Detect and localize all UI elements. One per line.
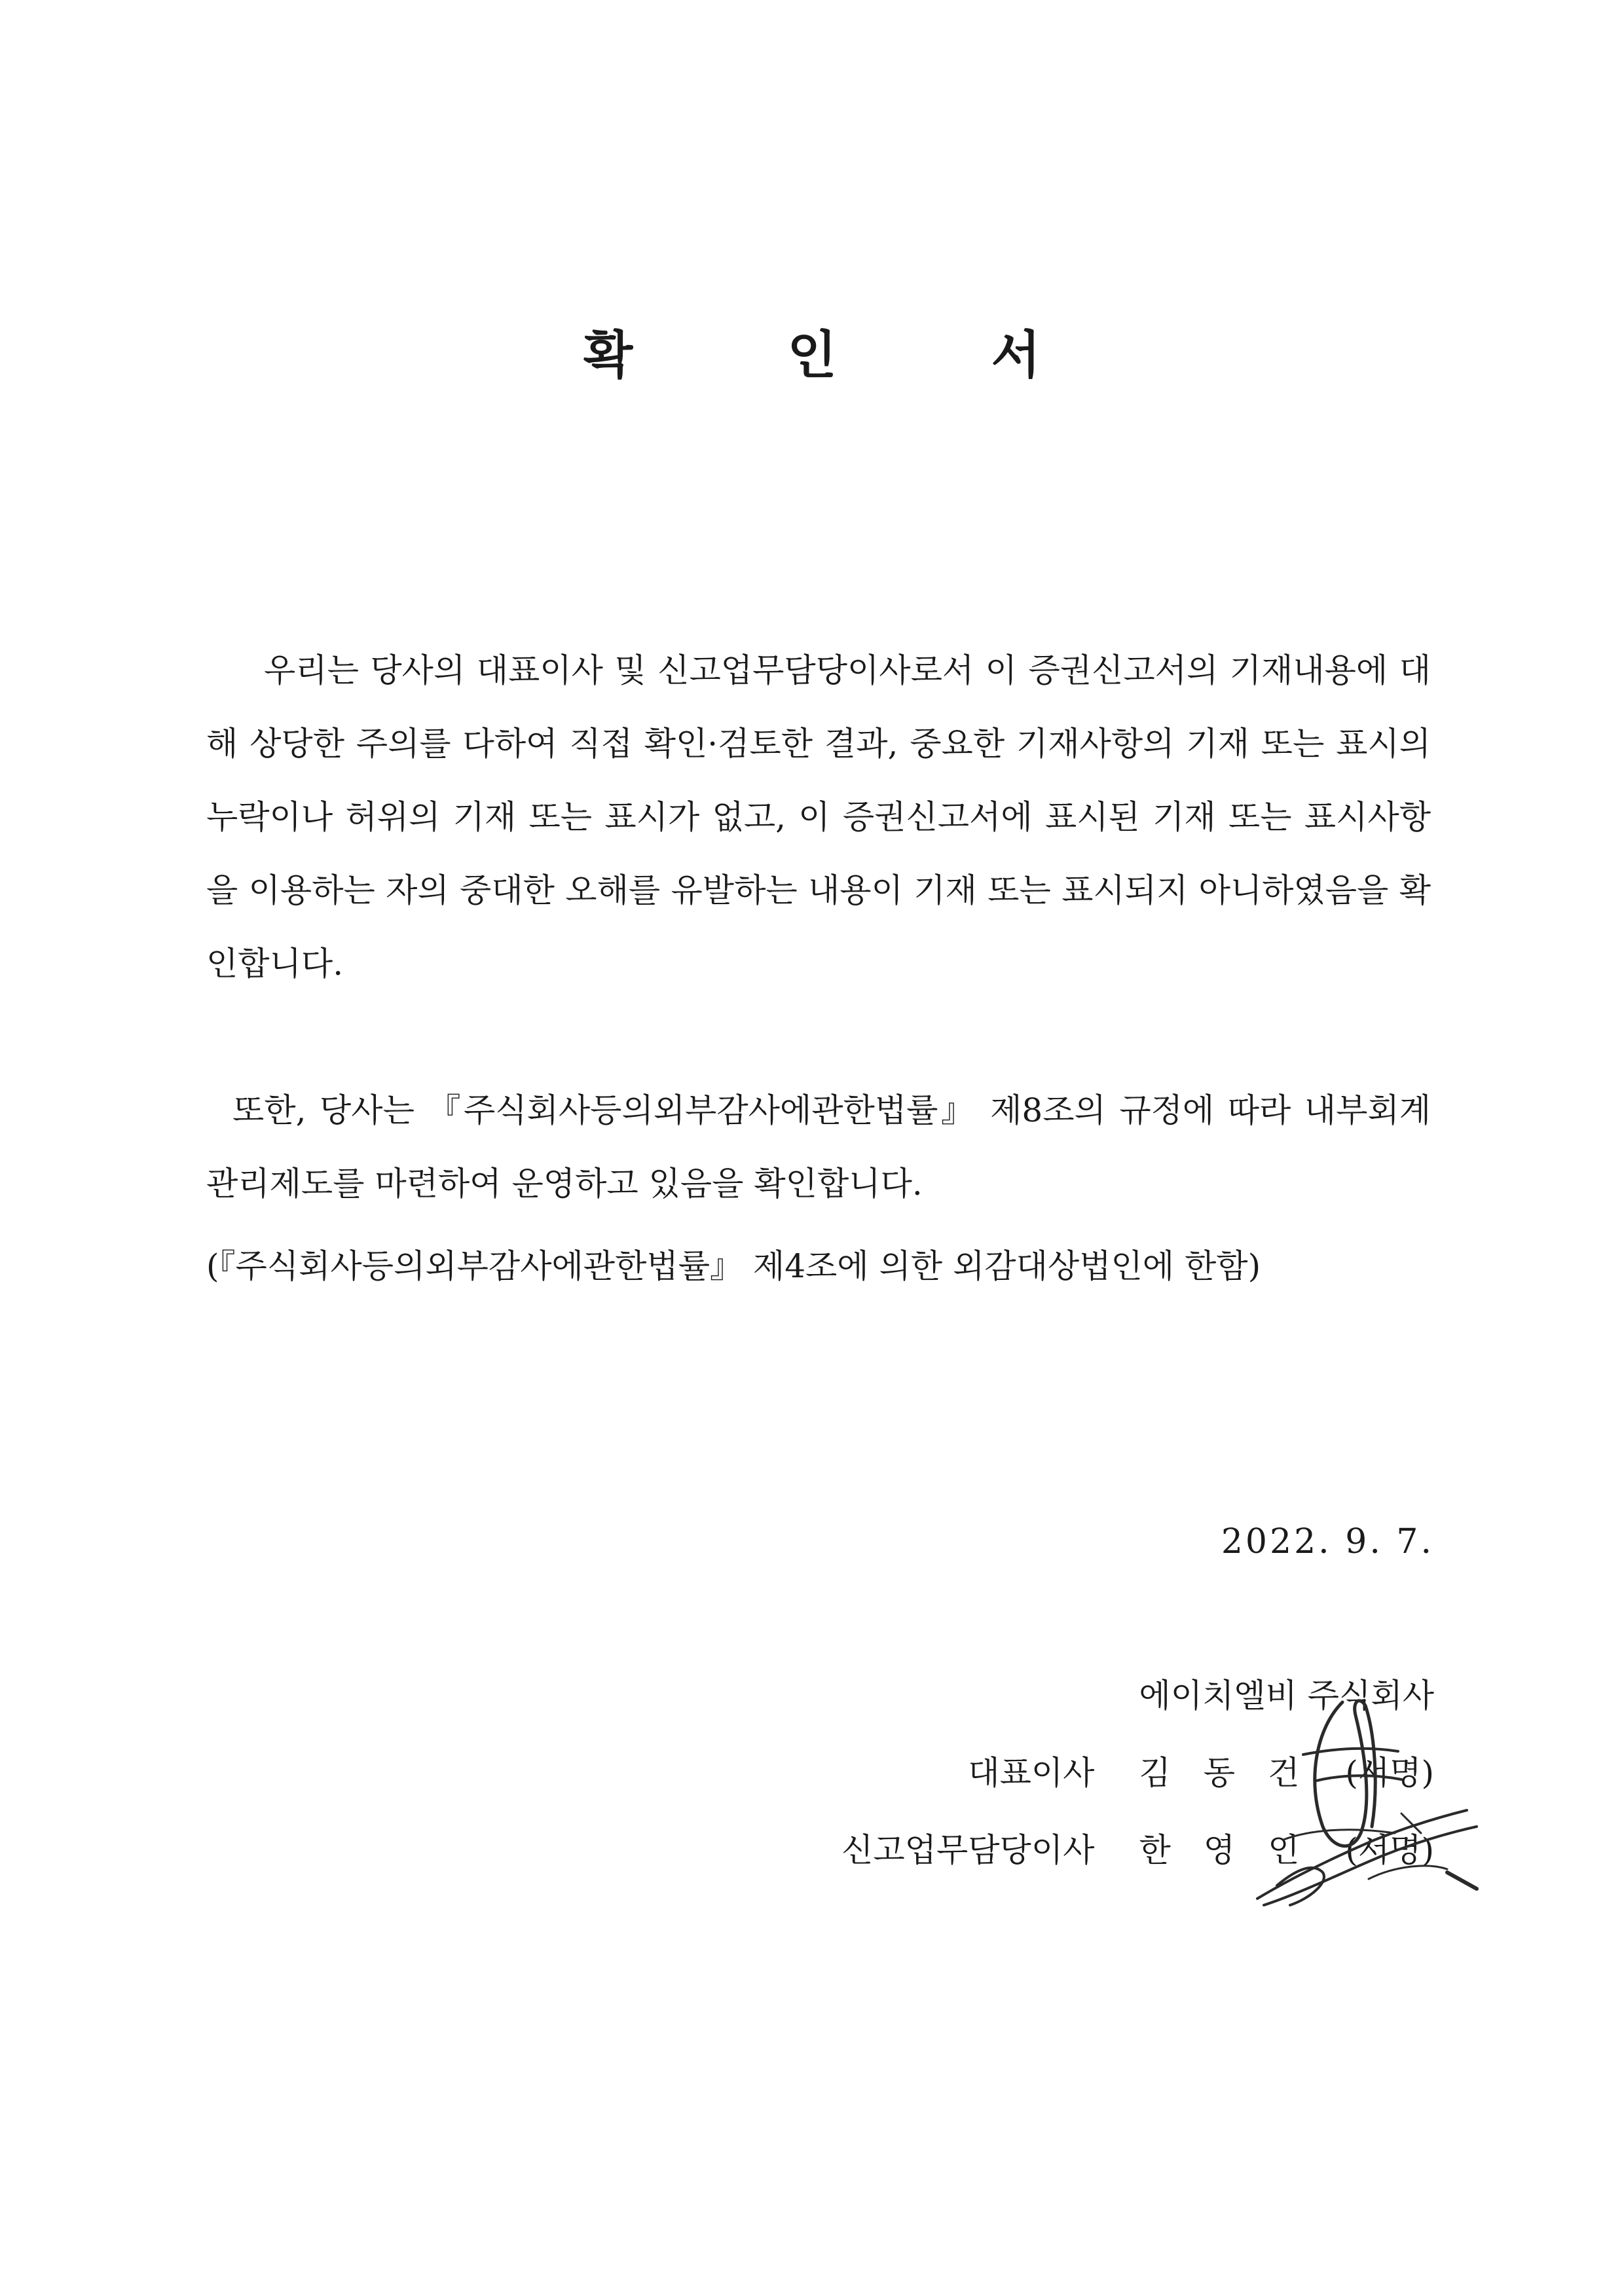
applicability-note: (『주식회사등의외부감사에관한법률』 제4조에 의한 외감대상법인에 한함) [206,1247,1261,1285]
signatory-name: 김동건 [1139,1754,1333,1792]
confirmation-paragraph: 우리는 당사의 대표이사 및 신고업무담당이사로서 이 증권신고서의 기재내용에 대해 상당한 주의를 다하여 직접 확인·검토한 결과, 중요한 기재사항의 기재 또는 표시의 누락이나 허위의 기재 또는 표시가 없고, 이 증권신고서에 표시된 기재 또는 표시사항을 이용하는 자의 중대한 오해를 유발하는 내용이 기재 또는 표시되지 아니하였음을 확인합니다. [206,651,1431,983]
signature-mark-label: (서명) [1345,1754,1434,1792]
title-char-2: 인 [787,325,837,385]
internal-control-paragraph: 또한, 당사는 『주식회사등의외부감사에관한법률』 제8조의 규정에 따라 내부회계관리제도를 마련하여 운영하고 있음을 확인합니다. [206,1091,1431,1203]
company-name: 에이치엘비 주식회사 [1139,1677,1434,1715]
title-char-1: 확 [583,325,633,385]
signatory-name: 한영인 [1139,1831,1333,1869]
title-char-3: 서 [991,325,1041,385]
signature-mark-label: (서명) [1345,1831,1434,1869]
handwritten-signature-director [1251,1800,1486,1918]
signatory-role: 대표이사 [968,1754,1095,1792]
signatory-role: 신고업무담당이사 [841,1831,1095,1869]
document-title [0,314,1624,388]
document-date: 2022. 9. 7. [1221,1522,1434,1561]
